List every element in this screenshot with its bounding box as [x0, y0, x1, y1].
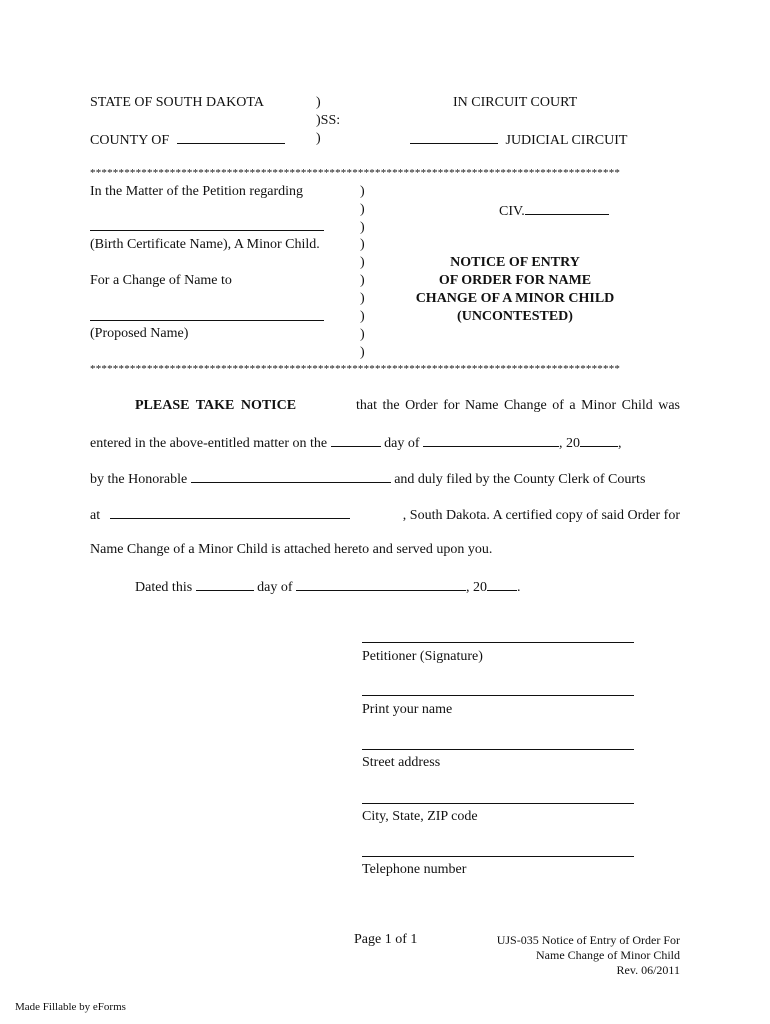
dated-period: . [517, 580, 521, 595]
street-field[interactable] [362, 749, 634, 750]
caption-paren: ) [360, 220, 365, 235]
entered-day-field[interactable] [331, 434, 381, 447]
filed-text: and duly filed by the County Clerk of Courts [394, 472, 646, 487]
notice-rest: that the Order for Name Change of a Minor Child was [355, 398, 680, 413]
separator-bottom: ********************************************************************************************* [90, 363, 621, 375]
civ-number-field[interactable] [525, 202, 609, 215]
dated-text: Dated this [135, 580, 193, 595]
county-field[interactable] [177, 131, 285, 144]
print-name-field[interactable] [362, 695, 634, 696]
location-field[interactable] [110, 506, 350, 519]
city-field[interactable] [362, 803, 634, 804]
page-number: Page 1 of 1 [354, 932, 418, 947]
proposed-name-field[interactable] [90, 320, 324, 321]
birth-name-field[interactable] [90, 230, 324, 231]
circuit-line [410, 131, 627, 149]
birth-name-label: (Birth Certificate Name), A Minor Child. [90, 237, 320, 252]
separator-top: ********************************************************************************************* [90, 167, 621, 179]
honorable-line [90, 470, 645, 488]
dated-line [135, 578, 521, 596]
street-label: Street address [362, 755, 441, 770]
entered-month-field[interactable] [423, 434, 559, 447]
location-line [90, 506, 680, 524]
caption-paren: ) [360, 237, 365, 252]
title-line-3: CHANGE OF A MINOR CHILD [415, 291, 615, 306]
signature-field[interactable] [362, 642, 634, 643]
city-label: City, State, ZIP code [362, 809, 478, 824]
caption-paren: ) [360, 291, 365, 306]
notice-line-1 [135, 398, 680, 414]
circuit-number-field[interactable] [410, 131, 498, 144]
caption-paren: ) [360, 255, 365, 270]
dated-month-field[interactable] [296, 578, 466, 591]
caption-paren: ) [360, 309, 365, 324]
entered-line [90, 434, 622, 452]
judge-name-field[interactable] [191, 470, 391, 483]
ss-marker: )SS: [316, 113, 341, 128]
caption-paren: ) [360, 202, 365, 217]
entered-comma: , [618, 436, 622, 451]
caption-paren: ) [360, 273, 365, 288]
entered-text: entered in the above-entitled matter on the [90, 436, 328, 451]
caption-paren: ) [360, 327, 365, 342]
petitioner-label: Petitioner (Signature) [362, 649, 483, 664]
county-label: COUNTY OF [90, 133, 170, 148]
entered-year-field[interactable] [580, 434, 618, 447]
state-heading: STATE OF SOUTH DAKOTA [90, 95, 264, 110]
proposed-name-label: (Proposed Name) [90, 326, 189, 341]
made-fillable-link[interactable]: Made Fillable by eForms [15, 1001, 126, 1013]
honorable-text: by the Honorable [90, 472, 188, 487]
entered-dayof-text: day of [384, 436, 420, 451]
header-paren-1: ) [316, 95, 321, 110]
court-heading: IN CIRCUIT COURT [453, 95, 578, 110]
civ-line [499, 202, 609, 220]
entered-year-prefix: , 20 [559, 436, 581, 451]
phone-field[interactable] [362, 856, 634, 857]
form-revision: Rev. 06/2011 [616, 963, 680, 977]
circuit-label: JUDICIAL CIRCUIT [505, 133, 628, 148]
dated-year-field[interactable] [487, 578, 517, 591]
certified-text: , South Dakota. A certified copy of said Order for [402, 508, 680, 523]
caption-paren: ) [360, 184, 365, 199]
notice-bold: PLEASE TAKE NOTICE [135, 398, 297, 413]
title-line-1: NOTICE OF ENTRY [450, 255, 580, 270]
form-id-line-2: Name Change of Minor Child [536, 948, 680, 962]
print-name-label: Print your name [362, 702, 453, 717]
at-text: at [90, 508, 101, 523]
phone-label: Telephone number [362, 862, 467, 877]
served-line: Name Change of a Minor Child is attached hereto and served upon you. [90, 542, 493, 557]
title-line-2: OF ORDER FOR NAME [438, 273, 592, 288]
county-line [90, 131, 285, 149]
civ-label: CIV. [499, 204, 525, 219]
form-id-line-1: UJS-035 Notice of Entry of Order For [496, 933, 680, 947]
change-to-text: For a Change of Name to [90, 273, 232, 288]
title-line-4: (UNCONTESTED) [457, 309, 573, 324]
matter-text: In the Matter of the Petition regarding [90, 184, 304, 199]
dated-day-field[interactable] [196, 578, 254, 591]
dated-year-prefix: , 20 [466, 580, 488, 595]
caption-paren: ) [360, 345, 365, 360]
dated-dayof-text: day of [257, 580, 293, 595]
header-paren-3: ) [316, 131, 321, 146]
